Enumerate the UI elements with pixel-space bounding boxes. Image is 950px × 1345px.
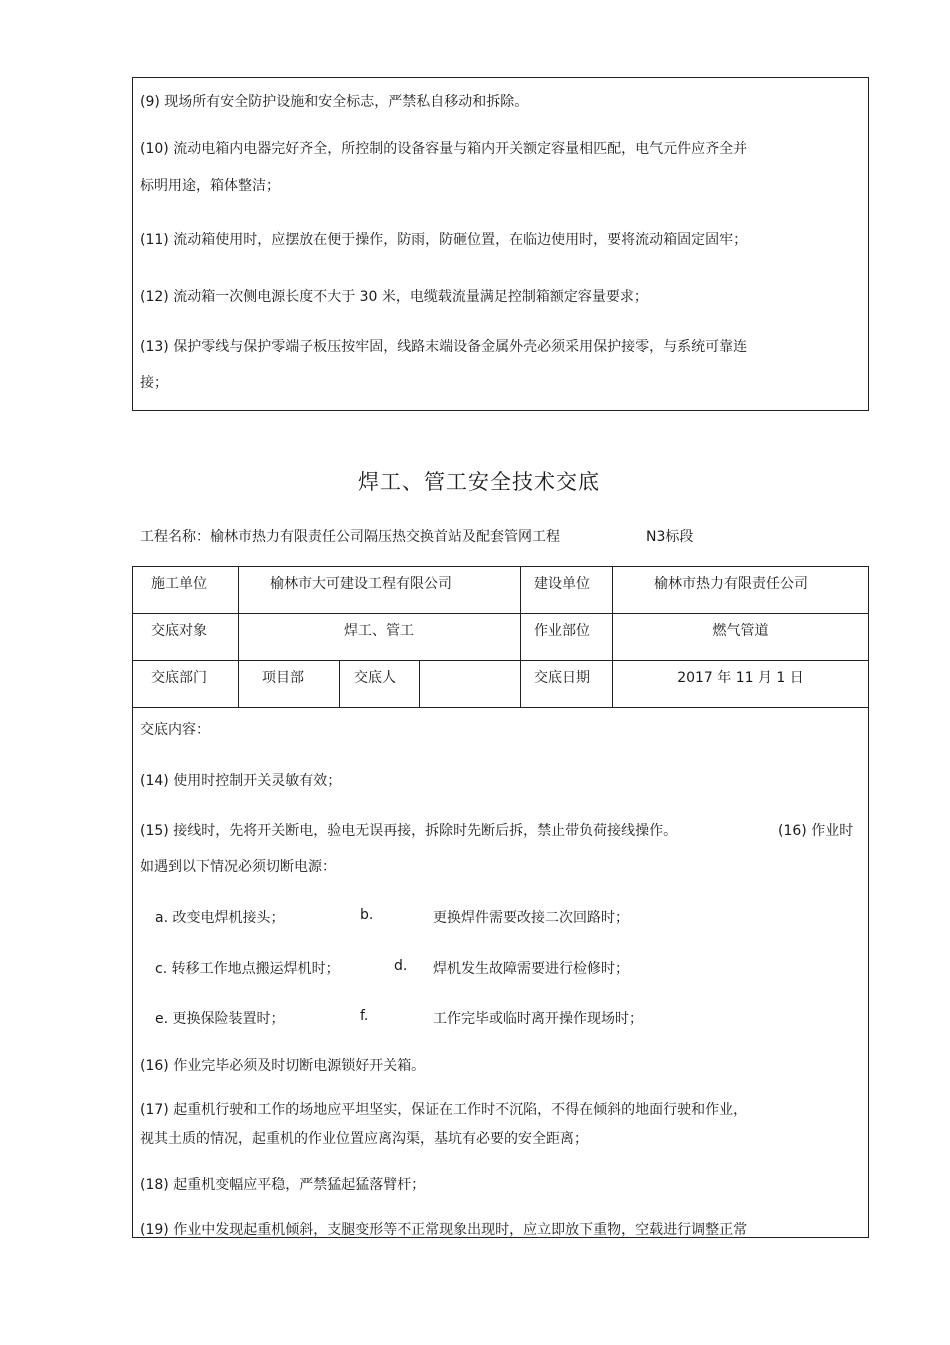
list-item-c: c. 转移工作地点搬运焊机时； bbox=[155, 961, 340, 977]
list-item-f-marker: f. bbox=[360, 1008, 369, 1024]
item-12: (12) 流动箱一次侧电源长度不大于 30 米，电缆载流量满足控制箱额定容量要求； bbox=[140, 289, 648, 305]
table-col-divider bbox=[339, 660, 340, 707]
section-label: N3标段 bbox=[646, 529, 694, 545]
list-item-b: 更换焊件需要改接二次回路时； bbox=[433, 910, 629, 926]
item-16-cont: 如遇到以下情况必须切断电源： bbox=[140, 859, 336, 875]
value-department: 项目部 bbox=[262, 670, 304, 686]
item-16-start: (16) 作业时 bbox=[778, 823, 854, 839]
label-department: 交底部门 bbox=[151, 670, 207, 686]
label-work-location: 作业部位 bbox=[534, 623, 590, 639]
list-item-e: e. 更换保险装置时； bbox=[155, 1011, 285, 1027]
list-item-b-marker: b. bbox=[360, 907, 374, 923]
label-date: 交底日期 bbox=[534, 670, 590, 686]
item-14: (14) 使用时控制开关灵敏有效； bbox=[140, 773, 342, 789]
table-row-divider bbox=[132, 707, 869, 708]
label-construction-unit: 施工单位 bbox=[151, 576, 207, 592]
project-name: 工程名称：榆林市热力有限责任公司隔压热交换首站及配套管网工程 bbox=[140, 529, 560, 545]
table-col-divider bbox=[419, 660, 420, 707]
value-work-location: 燃气管道 bbox=[712, 623, 769, 639]
value-owner-unit: 榆林市热力有限责任公司 bbox=[654, 576, 808, 592]
item-17: (17) 起重机行驶和工作的场地应平坦坚实，保证在工作时不沉陷，不得在倾斜的地面行驶和作业， bbox=[140, 1102, 748, 1118]
content-heading: 交底内容： bbox=[140, 722, 210, 738]
item-11: (11) 流动箱使用时，应摆放在便于操作，防雨，防砸位置，在临边使用时，要将流动箱固定固牢； bbox=[140, 232, 748, 248]
item-17-cont: 视其土质的情况，起重机的作业位置应离沟渠，基坑有必要的安全距离； bbox=[140, 1131, 588, 1147]
list-item-d: 焊机发生故障需要进行检修时； bbox=[433, 961, 629, 977]
item-10: (10) 流动电箱内电器完好齐全，所控制的设备容量与箱内开关额定容量相匹配，电气元件应齐全并 bbox=[140, 141, 748, 157]
item-10-cont: 标明用途，箱体整洁； bbox=[140, 178, 280, 194]
document-title: 焊工、管工安全技术交底 bbox=[358, 470, 600, 494]
label-target: 交底对象 bbox=[151, 623, 207, 639]
item-19: (19) 作业中发现起重机倾斜，支腿变形等不正常现象出现时，应立即放下重物，空载进行调整正常 bbox=[140, 1222, 748, 1238]
list-item-f: 工作完毕或临时离开操作现场时； bbox=[433, 1011, 643, 1027]
item-15: (15) 接线时，先将开关断电，验电无误再接，拆除时先断后拆，禁止带负荷接线操作。 bbox=[140, 823, 678, 839]
value-date: 2017 年 11 月 1 日 bbox=[677, 670, 804, 686]
table-row-divider bbox=[132, 613, 869, 614]
label-owner-unit: 建设单位 bbox=[534, 576, 590, 592]
list-item-d-marker: d. bbox=[394, 958, 408, 974]
label-briefer: 交底人 bbox=[354, 670, 396, 686]
table-col-divider bbox=[520, 566, 521, 707]
table-row-divider bbox=[132, 660, 869, 661]
item-16b: (16) 作业完毕必须及时切断电源锁好开关箱。 bbox=[140, 1058, 426, 1074]
item-18: (18) 起重机变幅应平稳，严禁猛起猛落臂杆； bbox=[140, 1177, 426, 1193]
item-13-cont: 接； bbox=[140, 375, 168, 391]
value-target: 焊工、管工 bbox=[344, 623, 414, 639]
list-item-a: a. 改变电焊机接头； bbox=[155, 910, 285, 926]
value-construction-unit: 榆林市大可建设工程有限公司 bbox=[270, 576, 452, 592]
item-9: (9) 现场所有安全防护设施和安全标志，严禁私自移动和拆除。 bbox=[140, 94, 529, 110]
item-13: (13) 保护零线与保护零端子板压按牢固，线路末端设备金属外壳必须采用保护接零，与系统可靠连 bbox=[140, 339, 748, 355]
